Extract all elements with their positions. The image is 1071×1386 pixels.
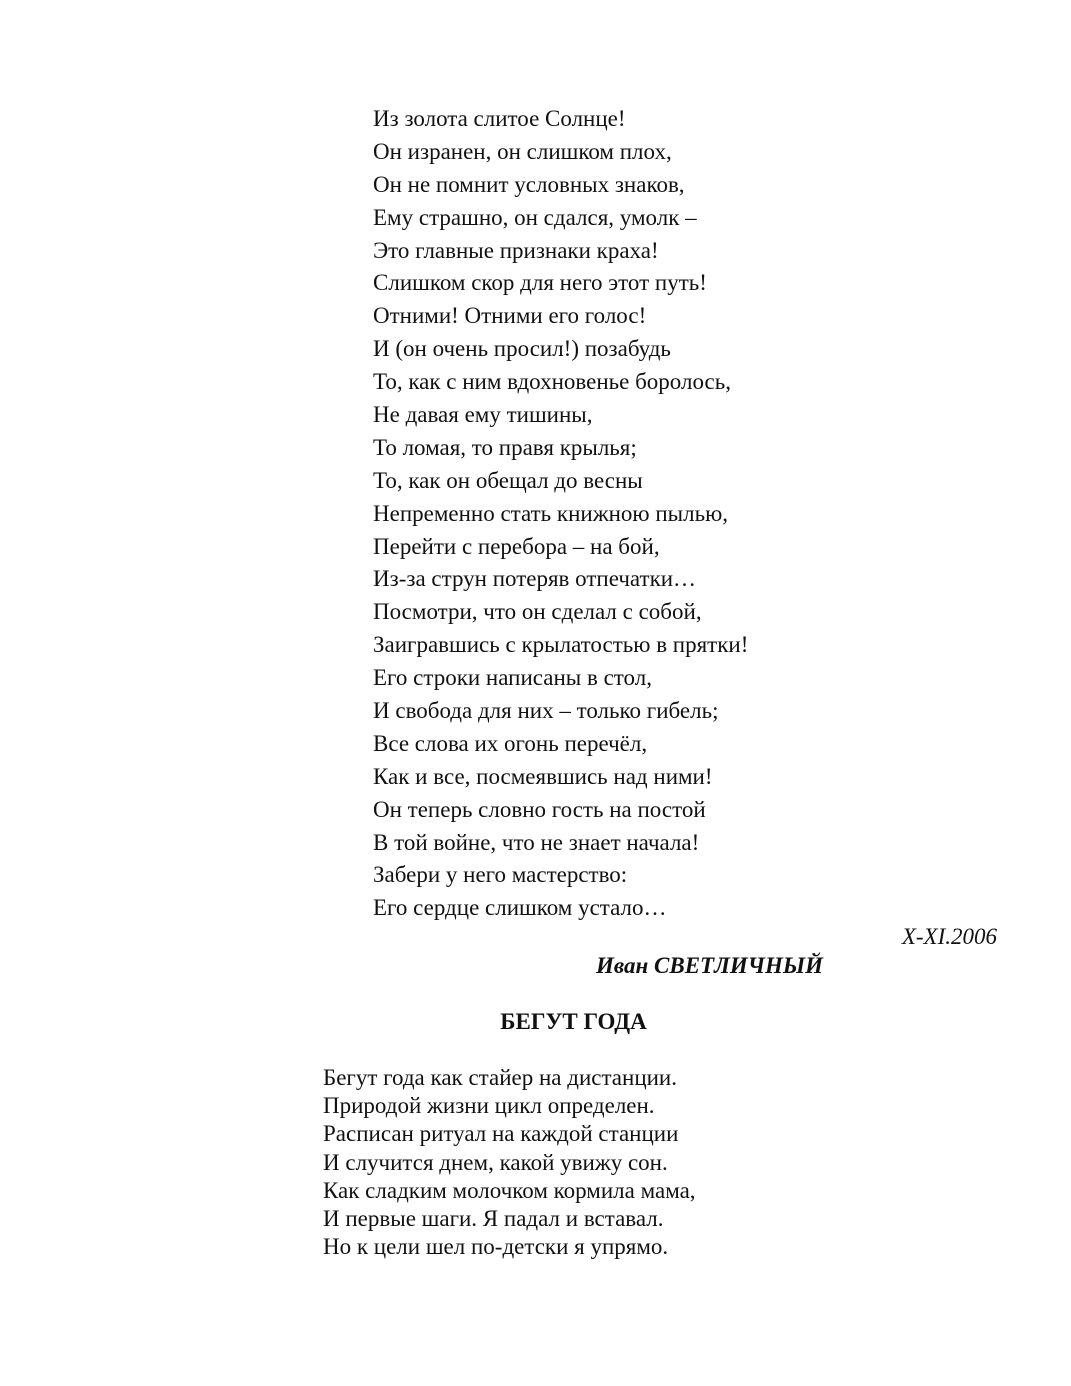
poem-line: Он теперь словно гость на постой — [373, 796, 706, 822]
poem-line: Посмотри, что он сделал с собой, — [373, 599, 702, 625]
poem-line: Это главные признаки краха! — [373, 237, 659, 263]
poem-line: Непременно стать книжною пылью, — [373, 500, 728, 526]
poem-line: Как сладким молочком кормила мама, — [323, 1177, 696, 1203]
poem-line: Он изранен, он слишком плох, — [373, 138, 672, 164]
poem-date: X-XI.2006 — [901, 924, 997, 949]
poem-line: Не давая ему тишины, — [373, 402, 593, 428]
poem-line: Перейти с перебора – на бой, — [373, 533, 660, 559]
poem-title: БЕГУТ ГОДА — [500, 1009, 647, 1034]
poem-line: То, как он обещал до весны — [373, 467, 643, 493]
author-name: Иван СВЕТЛИЧНЫЙ — [596, 953, 824, 978]
poem-line: Бегут года как стайер на дистанции. — [323, 1065, 677, 1090]
poem-line: Заигравшись с крылатостью в прятки! — [373, 632, 749, 658]
poem-line: Расписан ритуал на каждой станции — [323, 1121, 679, 1147]
poem-line: Его сердце слишком устало… — [373, 895, 667, 921]
poem-line: Ему страшно, он сдался, умолк – — [373, 204, 697, 230]
poem-line: И случится днем, какой увижу сон. — [323, 1149, 668, 1175]
poem-line: Его строки написаны в стол, — [373, 665, 652, 691]
poem-line: Все слова их огонь перечёл, — [373, 730, 648, 756]
poem-line: Как и все, посмеявшись над ними! — [373, 763, 713, 789]
poem-line: Слишком скор для него этот путь! — [373, 270, 707, 296]
poem-stanza — [323, 1064, 696, 1261]
poem-line: Забери у него мастерство: — [373, 862, 628, 888]
poem-line: Но к цели шел по-детски я упрямо. — [323, 1234, 669, 1260]
poem-line: Из-за струн потеряв отпечатки… — [373, 566, 697, 592]
poem-line: То ломая, то правя крылья; — [373, 434, 637, 460]
poem-stanza — [373, 103, 748, 925]
poem-line: И свобода для них – только гибель; — [373, 698, 719, 724]
poem-line: Отними! Отними его голос! — [373, 303, 647, 329]
poem-line: Он не помнит условных знаков, — [373, 171, 685, 197]
poem-line: Природой жизни цикл определен. — [323, 1093, 655, 1119]
poem-line: Из золота слитое Солнце! — [373, 106, 626, 131]
poem-line: В той войне, что не знает начала! — [373, 829, 700, 855]
poem-line: И (он очень просил!) позабудь — [373, 336, 671, 362]
poem-line: И первые шаги. Я падал и вставал. — [323, 1205, 664, 1231]
poem-line: То, как с ним вдохновенье боролось, — [373, 369, 731, 395]
